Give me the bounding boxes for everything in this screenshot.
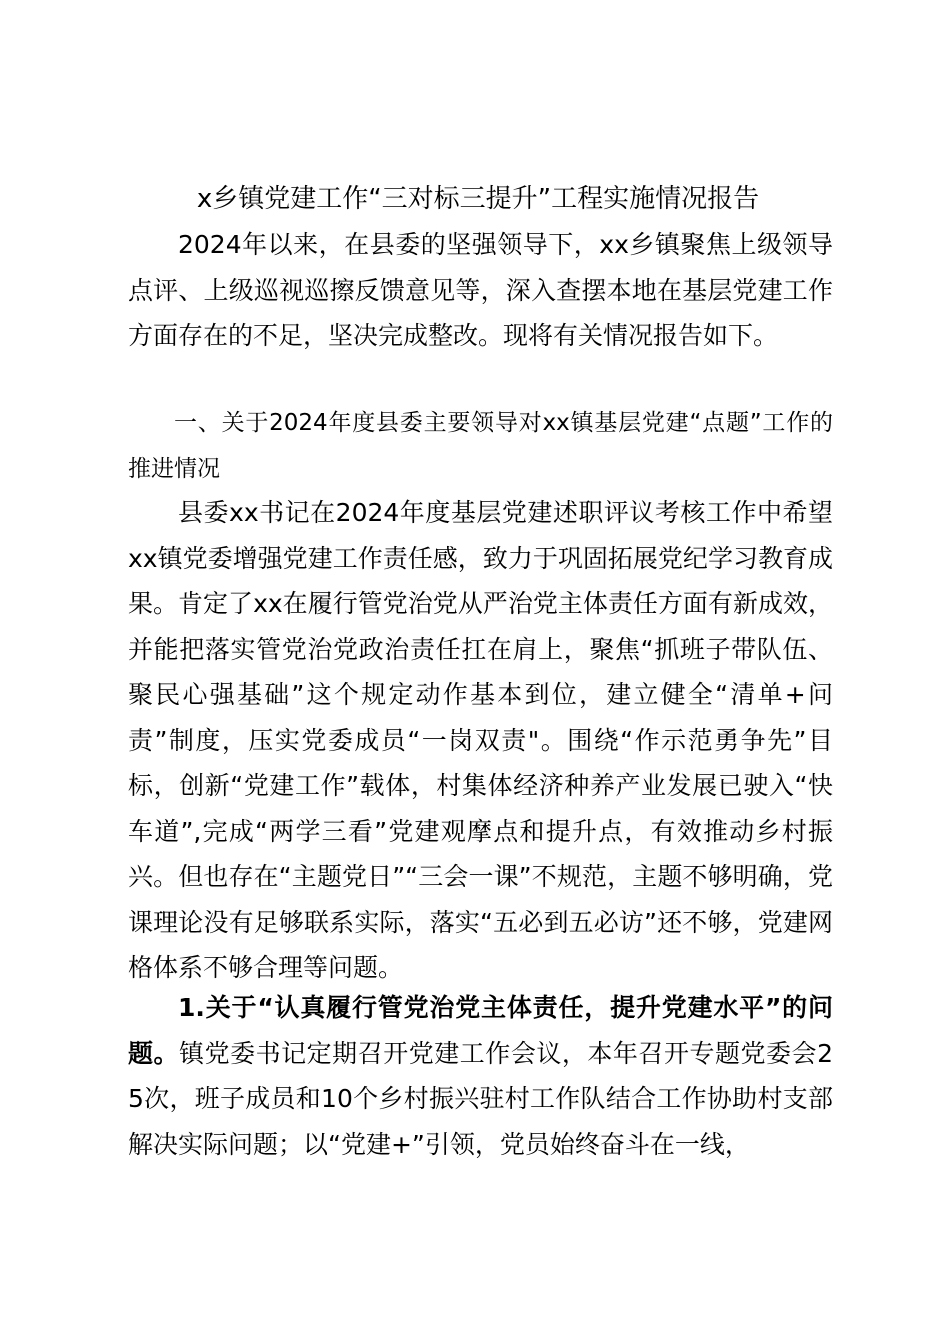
item-1-paragraph — [128, 985, 833, 1167]
section-1-body: 县委xx书记在2024年度基层党建述职评议考核工作中希望xx镇党委增强党建工作责任感，致力于巩固拓展党纪学习教育成果。肯定了xx在履行管党治党从严治党主体责任方面有新成效，并能把落实管党治党政治责任扛在肩上，聚焦“抓班子带队伍、聚民心强基础”这个规定动作基本到位，建立健全“清单+问责”制度，压实党委成员“一岗双责"。围绕“作示范勇争先”目标，创新“党建工作”载体，村集体经济种养产业发展已驶入“快车道”,完成“两学三看”党建观摩点和提升点，有效推动乡村振兴。但也存在“主题党日”“三会一课”不规范，主题不够明确，党课理论没有足够联系实际，落实“五必到五必访”还不够，党建网格体系不够合理等问题。 — [128, 498, 833, 982]
item-1-heading: 1.关于“认真履行管党治党主体责任，提升党建水平”的问题。 — [128, 993, 833, 1068]
item-1-body: 镇党委书记定期召开党建工作会议，本年召开专题党委会25次，班子成员和10个乡村振兴驻村工作队结合工作协助村支部解决实际问题；以“党建+”引领，党员始终奋斗在一线， — [128, 1038, 833, 1159]
intro-paragraph: 2024年以来，在县委的坚强领导下，xx乡镇聚焦上级领导点评、上级巡视巡擦反馈意见等，深入查摆本地在基层党建工作方面存在的不足，坚决完成整改。现将有关情况报告如下。 — [128, 230, 833, 350]
document-title: x乡镇党建工作“三对标三提升”工程实施情况报告 — [196, 184, 760, 214]
section-1-heading: 一、关于2024年度县委主要领导对xx镇基层党建“点题”工作的推进情况 — [128, 410, 833, 482]
